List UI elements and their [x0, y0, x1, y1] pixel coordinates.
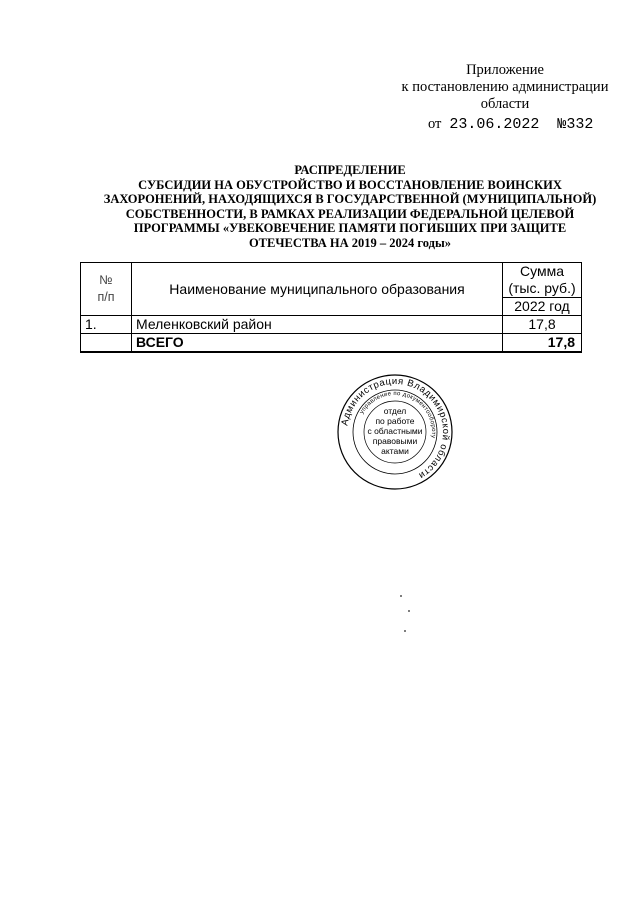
row-value: 17,8	[503, 316, 582, 334]
scan-speck	[408, 610, 410, 612]
seal-center-text: отдел по работе с областными правовыми актами	[367, 406, 423, 456]
date-prefix: от	[428, 116, 442, 132]
heading-line-2: СУБСИДИИ НА ОБУСТРОЙСТВО И ВОССТАНОВЛЕНИЕ ВОИНСКИХ	[138, 177, 562, 192]
official-seal	[336, 373, 454, 491]
row-municipality: Меленковский район	[132, 316, 503, 334]
scan-speck	[400, 595, 402, 597]
header-municipality: Наименование муниципального образования	[132, 263, 503, 316]
heading-line-5: ПРОГРАММЫ «УВЕКОВЕЧЕНИЕ ПАМЯТИ ПОГИБШИХ ПРИ ЗАЩИТЕ	[133, 221, 567, 235]
row-number: 1.	[81, 316, 132, 334]
total-value: 17,8	[503, 334, 582, 353]
appendix-title: Приложение	[466, 62, 544, 78]
appendix-region-line: области	[480, 96, 530, 112]
table-row	[81, 316, 582, 334]
resolution-number: №332	[557, 116, 594, 133]
seal-outer-text: Администрация Владимирской области	[339, 375, 452, 482]
scan-speck	[404, 630, 406, 632]
resolution-date: 23.06.2022	[449, 116, 540, 133]
resolution-date-row	[428, 116, 593, 133]
header-sum: Сумма (тыс. руб.)	[503, 263, 582, 298]
table-total-row	[81, 334, 582, 353]
seal-inner-text: управление по документообороту	[359, 390, 437, 439]
heading-line-1: РАСПРЕДЕЛЕНИЕ	[294, 163, 406, 177]
table-header-row	[81, 263, 582, 298]
appendix-resolution-line: к постановлению администрации	[401, 79, 609, 95]
header-year: 2022 год	[503, 298, 582, 316]
heading-line-4: СОБСТВЕННОСТИ, В РАМКАХ РЕАЛИЗАЦИИ ФЕДЕРАЛЬНОЙ ЦЕЛЕВОЙ	[125, 206, 575, 221]
distribution-table	[80, 262, 582, 353]
heading-line-3: ЗАХОРОНЕНИЙ, НАХОДЯЩИХСЯ В ГОСУДАРСТВЕННОЙ (МУНИЦИПАЛЬНОЙ)	[103, 192, 597, 206]
total-label: ВСЕГО	[132, 334, 503, 353]
heading-line-6: ОТЕЧЕСТВА НА 2019 – 2024 годы»	[248, 235, 452, 250]
appendix-block	[380, 62, 630, 113]
document-heading	[60, 163, 640, 250]
total-empty-cell	[81, 334, 132, 353]
header-number: № п/п	[81, 263, 132, 316]
